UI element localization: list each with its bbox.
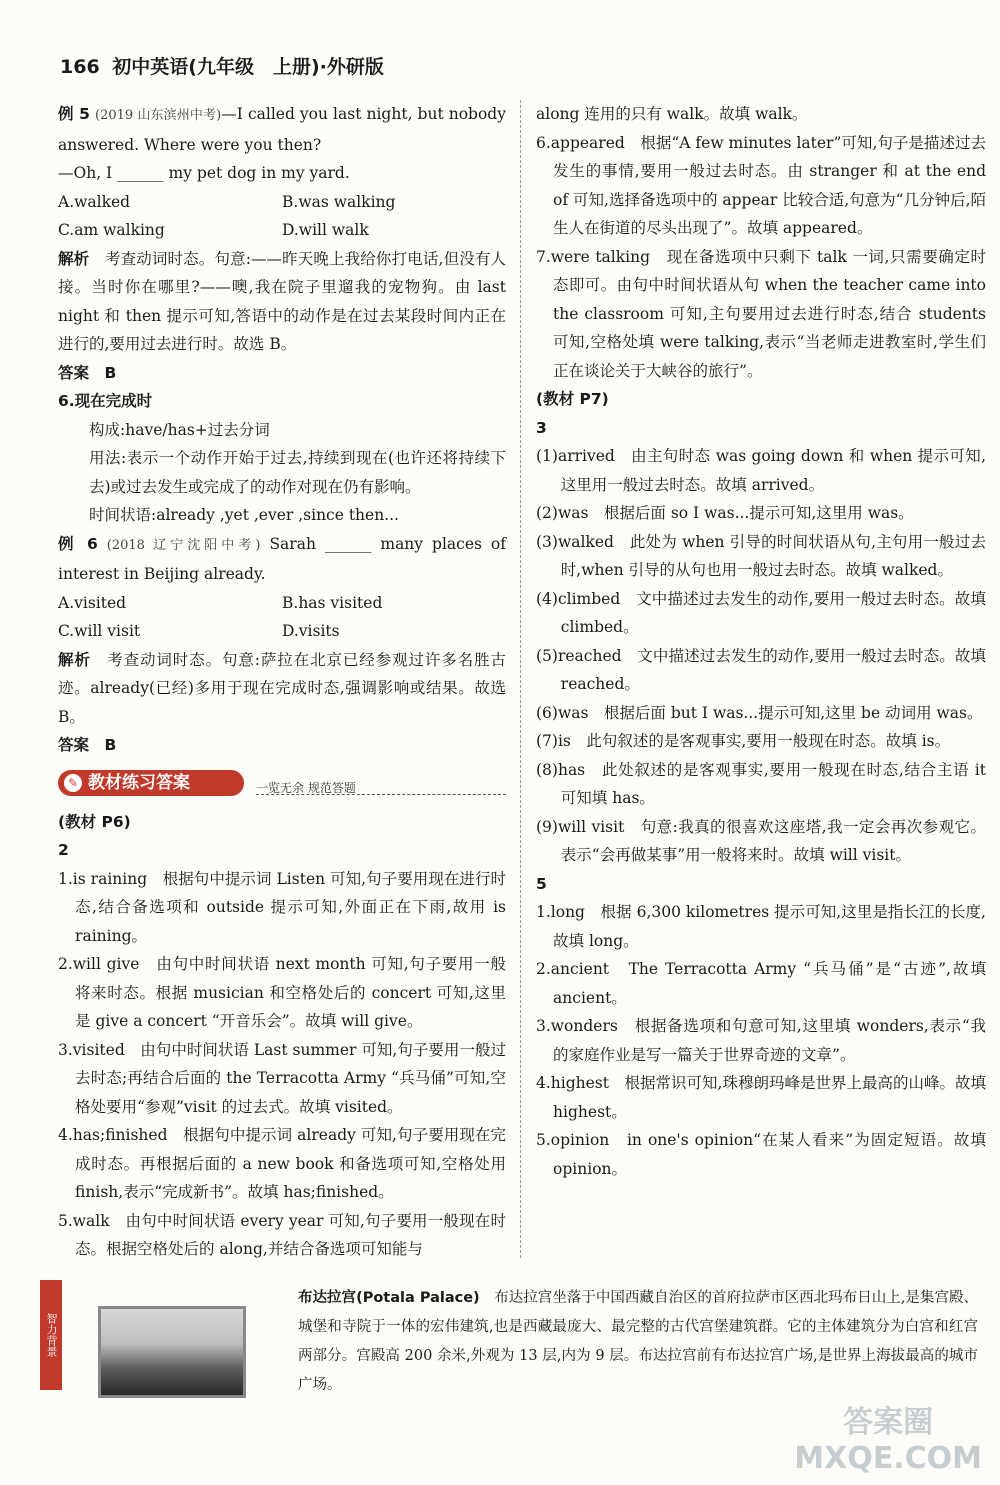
example-5-question bbox=[58, 100, 506, 159]
option-a: A.walked bbox=[58, 192, 131, 211]
example-6-label: 例 6 bbox=[58, 534, 98, 553]
answer-value: B bbox=[104, 363, 117, 382]
potala-palace-photo bbox=[98, 1306, 246, 1398]
answer-item: (9)will visit 句意:我真的很喜欢这座塔,我一定会再次参观它。表示“会再做某事”用一般将来时。故填 will visit。 bbox=[536, 817, 986, 864]
answer-item: 3.visited 由句中时间状语 Last summer 可知,句子要用一般过去时态;再结合后面的 the Terracotta Army “兵马俑”可知,空格处要用“参观”visit 的过去式。故填 visited。 bbox=[58, 1040, 506, 1116]
answer-item: 2.ancient The Terracotta Army “兵马俑”是“古迹”,故填 ancient。 bbox=[536, 960, 986, 1007]
example-6-analysis bbox=[58, 646, 506, 732]
answer-value: B bbox=[104, 736, 117, 754]
answer-item: (2)was 根据后面 so I was...提示可知,这里用 was。 bbox=[536, 504, 914, 522]
section-6-title: 6.现在完成时 bbox=[58, 392, 153, 410]
option-b: B.was walking bbox=[282, 192, 396, 211]
option-d: D.will walk bbox=[282, 221, 369, 239]
answer-item: (6)was 根据后面 but I was...提示可知,这里 be 动词用 was。 bbox=[536, 703, 983, 722]
option-b: B.has visited bbox=[282, 593, 383, 612]
example-6-question bbox=[58, 530, 506, 589]
answer-item: 3.wonders 根据备选项和句意可知,这里填 wonders,表示“我的家庭作业是写一篇关于世界奇迹的文章”。 bbox=[536, 1017, 986, 1064]
answer-item: 2.will give 由句中时间状语 next month 可知,句子要用一般将来时态。根据 musician 和空格处后的 concert 可知,这里是 give a concert “开音乐会”。故填 will give。 bbox=[58, 955, 506, 1030]
answer-label: 答案 bbox=[58, 363, 90, 382]
banner-title: 教材练习答案 bbox=[88, 772, 190, 793]
textbook-answers-banner bbox=[58, 766, 506, 802]
side-tab: 智力背景 bbox=[40, 1280, 62, 1390]
option-a: A.visited bbox=[58, 593, 127, 612]
footer-body: 布达拉宫坐落于中国西藏自治区的首府拉萨市区西北玛布日山上,是集宫殿、城堡和寺院于一体的宏伟建筑,也是西藏最庞大、最完整的古代宫堡建筑群。它的主体建筑分为白宫和红宫两部分。宫殿高 200 余米,外观为 13 层,内为 9 层。布达拉宫前有布达拉宫广场,是世界上海拔最高的城市广场。 bbox=[298, 1290, 978, 1393]
answer-item: 4.highest 根据常识可知,珠穆朗玛峰是世界上最高的山峰。故填 highest。 bbox=[536, 1074, 986, 1121]
section-6-form: 构成:have/has+过去分词 bbox=[89, 420, 270, 439]
exercise-2-number: 2 bbox=[58, 841, 69, 859]
analysis-text: 考查动词时态。句意:——昨天晚上我给你打电话,但没有人接。当时你在哪里?——噢,我在院子里遛我的宠物狗。由 last night 和 then 提示可知,答语中的动作是在过去某段时间内正在进行的,要用过去进行时。故选 B。 bbox=[58, 249, 506, 353]
left-column bbox=[58, 100, 506, 1264]
page-number: 166 bbox=[60, 56, 100, 78]
exercise-5-number: 5 bbox=[536, 874, 547, 893]
answer-item: (8)has 此处叙述的是客观事实,要用一般现在时态,结合主语 it 可知填 has。 bbox=[536, 760, 986, 807]
example-5-q1: —I called you last night, but nobody answered. Where were you then? bbox=[58, 105, 506, 154]
example-6-options-row1 bbox=[58, 589, 506, 618]
answer-item: 4.has;finished 根据句中提示词 already 可知,句子要用现在完成时态。再根据后面的 a new book 和备选项可知,空格处用 finish,表示“完成新书”。故填 has;finished。 bbox=[58, 1126, 506, 1201]
answer-item: (1)arrived 由主句时态 was going down 和 when 提示可知,这里用一般过去时态。故填 arrived。 bbox=[536, 447, 986, 494]
column-divider bbox=[520, 100, 521, 1258]
bookmark-icon: ✎ bbox=[64, 774, 82, 792]
option-d: D.visits bbox=[282, 622, 340, 640]
exercise-3-answers bbox=[536, 442, 986, 870]
example-6-options-row2 bbox=[58, 617, 506, 646]
footer-text bbox=[298, 1284, 978, 1400]
example-5-analysis bbox=[58, 245, 506, 359]
example-6-answer bbox=[58, 731, 506, 760]
example-5-q2: —Oh, I ______ my pet dog in my yard. bbox=[58, 164, 350, 182]
right-column bbox=[536, 100, 986, 1183]
example-6-q: Sarah ______ many places of interest in Beijing already. bbox=[58, 534, 506, 583]
exercise-5-answers bbox=[536, 898, 986, 1183]
textbook-p7-label: (教材 P7) bbox=[536, 390, 609, 408]
watermark-line2: MXQE.COM bbox=[794, 1441, 982, 1476]
textbook-p6-label: (教材 P6) bbox=[58, 812, 131, 831]
example-5-label: 例 5 bbox=[58, 105, 90, 123]
answer-item: (4)climbed 文中描述过去发生的动作,要用一般过去时态。故填 climbed。 bbox=[536, 589, 986, 636]
answer-item: (3)walked 此处为 when 引导的时间状语从句,主句用一般过去时,when 引导的从句也用一般过去时态。故填 walked。 bbox=[536, 532, 986, 579]
section-6-adverbs: 时间状语:already ,yet ,ever ,since then... bbox=[89, 506, 399, 524]
option-c: C.am walking bbox=[58, 221, 165, 239]
footer-title: 布达拉宫(Potala Palace) bbox=[298, 1290, 480, 1306]
banner-dashed-line bbox=[256, 794, 506, 795]
banner-title-pill bbox=[58, 770, 244, 796]
exercise-2-answers-continued bbox=[536, 100, 986, 385]
exercise-3-number: 3 bbox=[536, 418, 547, 437]
answer-item: 7.were talking 现在备选项中只剩下 talk 一词,只需要确定时态即可。由句中时间状语从句 when the teacher came into the classroom 可知,主句要用过去进行时态,结合 students 可知,空格处填 were talking,表示“当老师走进教室时,学生们正在谈论关于大峡谷的旅行”。 bbox=[536, 247, 986, 380]
watermark-logo bbox=[794, 1405, 982, 1477]
watermark-line1: 答案圈 bbox=[843, 1405, 934, 1440]
answer-label: 答案 bbox=[58, 736, 90, 754]
book-title: 初中英语(九年级 上册)·外研版 bbox=[112, 56, 384, 78]
example-5-options-row2 bbox=[58, 216, 506, 245]
analysis-label: 解析 bbox=[58, 249, 90, 268]
answer-item: along 连用的只有 walk。故填 walk。 bbox=[536, 105, 808, 123]
example-6-source: (2018 辽宁沈阳中考) bbox=[106, 537, 261, 553]
section-6-usage: 用法:表示一个动作开始于过去,持续到现在(也许还将持续下去)或过去发生或完成了的动作对现在仍有影响。 bbox=[89, 449, 506, 496]
option-c: C.will visit bbox=[58, 622, 141, 640]
example-5-answer bbox=[58, 359, 506, 388]
answer-item: (7)is 此句叙述的是客观事实,要用一般现在时态。故填 is。 bbox=[536, 732, 951, 750]
answer-item: (5)reached 文中描述过去发生的动作,要用一般过去时态。故填 reached。 bbox=[536, 646, 986, 693]
answer-item: 5.walk 由句中时间状语 every year 可知,句子要用一般现在时态。根据空格处后的 along,并结合备选项可知能与 bbox=[58, 1211, 506, 1258]
answer-item: 6.appeared 根据“A few minutes later”可知,句子是描述过去发生的事情,要用一般过去时态。由 stranger 和 at the end of 可知,选择备选项中的 appear 比较合适,句意为“几分钟后,陌生人在街道的尽头出现了”。故填 appeared。 bbox=[536, 133, 987, 237]
exercise-2-answers bbox=[58, 865, 506, 1264]
example-5-source: (2019 山东滨州中考) bbox=[95, 108, 222, 123]
analysis-label: 解析 bbox=[58, 650, 91, 669]
answer-item: 1.is raining 根据句中提示词 Listen 可知,句子要用现在进行时态,结合备选项和 outside 提示可知,外面正在下雨,故用 is raining。 bbox=[58, 869, 506, 945]
answer-item: 5.opinion in one's opinion“在某人看来”为固定短语。故填 opinion。 bbox=[536, 1131, 986, 1178]
analysis-text: 考查动词时态。句意:萨拉在北京已经参观过许多名胜古迹。already(已经)多用于现在完成时态,强调影响或结果。故选 B。 bbox=[58, 650, 506, 726]
answer-item: 1.long 根据 6,300 kilometres 提示可知,这里是指长江的长度,故填 long。 bbox=[536, 903, 986, 950]
page-header bbox=[60, 52, 390, 79]
banner-subtitle: 一览无余 规范答题 bbox=[256, 780, 356, 795]
example-5-options-row1 bbox=[58, 188, 506, 217]
